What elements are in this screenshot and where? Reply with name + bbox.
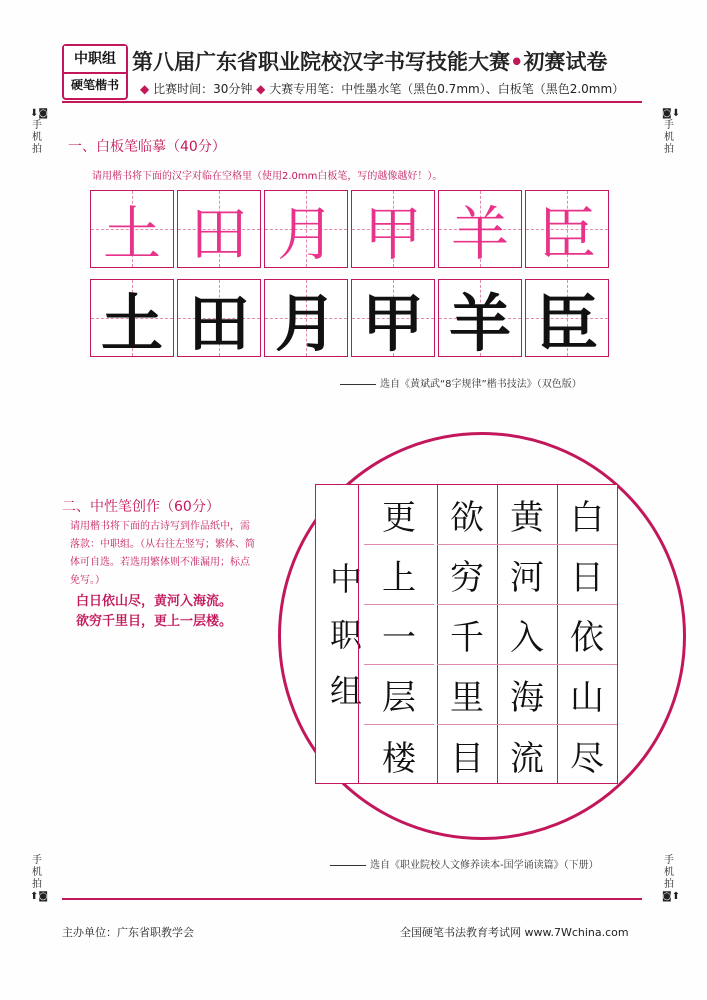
poem-column — [497, 485, 557, 783]
arrow-up-icon: ⬆ — [671, 891, 681, 902]
camera-icon: ◙ — [38, 108, 49, 119]
side-label-top-left — [30, 108, 49, 156]
poem-char: 层 — [364, 665, 434, 725]
practice-cell — [177, 190, 261, 268]
practice-cell — [525, 190, 609, 268]
poem-char: 入 — [497, 605, 557, 665]
badge-style-label: 硬笔楷书 — [70, 78, 119, 92]
poem-column — [437, 485, 497, 783]
section1-title: 一、白板笔临摹（40分） — [68, 139, 226, 155]
camera-icon: ◙ — [662, 108, 672, 119]
model-char: 土 — [102, 200, 161, 268]
written-char: 田 — [187, 286, 250, 360]
side-text: 手机拍 — [664, 855, 674, 890]
written-char: 臣 — [535, 286, 598, 360]
pink-char-row — [90, 190, 609, 268]
footer-website: 全国硬笔书法教育考试网 www.7Wchina.com — [400, 926, 629, 939]
side-text: 手机拍 — [32, 855, 42, 890]
poem-char: 千 — [437, 605, 497, 665]
written-char: 土 — [100, 286, 163, 360]
writing-cell — [351, 279, 435, 360]
title-main: 第八届广东省职业院校汉字书写技能大赛 — [132, 50, 510, 74]
writing-cell — [264, 279, 348, 360]
camera-icon: ◙ — [662, 891, 672, 902]
section2-title: 二、中性笔创作（60分） — [62, 499, 220, 515]
poem-char: 海 — [497, 665, 557, 725]
credit-dash — [340, 384, 376, 385]
badge-group-label: 中职组 — [64, 46, 126, 74]
header-divider — [62, 101, 642, 103]
arrow-down-icon: ⬇ — [671, 108, 681, 119]
group-badge — [62, 44, 128, 100]
arrow-up-icon: ⬆ — [30, 891, 39, 902]
footer-divider — [62, 898, 642, 900]
model-char: 甲 — [363, 200, 422, 268]
side-text: 手机拍 — [32, 120, 42, 155]
signature-char: 中 — [329, 560, 362, 598]
side-label-top-right — [662, 108, 681, 156]
poem-char: 楼 — [382, 738, 416, 779]
arrow-down-icon: ⬇ — [30, 108, 39, 119]
bullet-icon: ◆ — [256, 82, 266, 96]
practice-cell — [438, 190, 522, 268]
black-char-row — [90, 279, 609, 360]
page-title — [132, 46, 607, 76]
poem-char: 穷 — [437, 545, 497, 605]
exam-info — [140, 80, 624, 97]
side-text: 手机拍 — [664, 120, 674, 155]
section2-credit — [330, 856, 599, 871]
poem-line: 白日依山尽，黄河入海流。 — [76, 594, 233, 609]
bullet-icon: ◆ — [140, 82, 150, 96]
section1-instruction: 请用楷书将下面的汉字对临在空格里（使用2.0mm白板笔，写的越像越好！）。 — [92, 171, 443, 182]
poem-char: 更 — [364, 485, 434, 545]
camera-icon: ◙ — [38, 891, 49, 902]
poem — [76, 592, 232, 632]
poem-char: 里 — [437, 665, 497, 725]
poem-char: 日 — [557, 545, 617, 605]
practice-cell — [90, 190, 174, 268]
poem-char: 黄 — [497, 485, 557, 545]
credit-dash — [330, 865, 366, 866]
written-char: 羊 — [448, 286, 511, 360]
signature-char: 组 — [329, 672, 362, 710]
poem-char: 目 — [450, 738, 484, 779]
title-dot: • — [510, 50, 524, 74]
written-char: 月 — [274, 286, 337, 360]
credit-text: 选自《职业院校人文修养读本-国学诵读篇》（下册） — [370, 860, 599, 871]
practice-cell — [351, 190, 435, 268]
writing-cell — [90, 279, 174, 360]
title-end: 初赛试卷 — [523, 50, 608, 74]
side-label-bottom-left — [30, 855, 49, 903]
poem-char: 流 — [510, 738, 544, 779]
writing-cell — [525, 279, 609, 360]
model-char: 月 — [276, 200, 335, 268]
writing-cell — [438, 279, 522, 360]
footer-organizer: 主办单位：广东省职教学会 — [62, 926, 194, 939]
model-char: 臣 — [537, 200, 596, 268]
composition-grid — [315, 484, 618, 784]
poem-line: 欲穷千里目，更上一层楼。 — [76, 614, 233, 629]
signature-char: 职 — [329, 616, 362, 654]
poem-char: 白 — [557, 485, 617, 545]
poem-char: 河 — [497, 545, 557, 605]
poem-char: 欲 — [437, 485, 497, 545]
poem-char: 尽 — [570, 738, 604, 779]
poem-column — [364, 485, 434, 783]
poem-char: 上 — [364, 545, 434, 605]
model-char: 羊 — [450, 200, 509, 268]
exam-time: 比赛时间：30分钟 — [153, 82, 253, 96]
side-label-bottom-right — [662, 855, 681, 903]
section1-credit — [340, 375, 582, 390]
poem-char: 依 — [557, 605, 617, 665]
poem-column — [557, 485, 617, 783]
written-char: 甲 — [361, 286, 424, 360]
exam-pens: 大赛专用笔：中性墨水笔（黑色0.7mm）、白板笔（黑色2.0mm） — [269, 82, 625, 96]
practice-cell — [264, 190, 348, 268]
grid-line — [358, 485, 359, 783]
model-char: 田 — [189, 200, 248, 268]
section2-instruction: 请用楷书将下面的古诗写到作品纸中，需落款：中职组。（从右往左竖写；繁体、简体可自选。若选用繁体则不准漏用；标点免写。） — [70, 521, 255, 586]
credit-text: 选自《黄斌武“8字规律”楷书技法》（双色版） — [380, 379, 582, 390]
writing-cell — [177, 279, 261, 360]
poem-char: 一 — [364, 605, 434, 665]
poem-char: 山 — [557, 665, 617, 725]
